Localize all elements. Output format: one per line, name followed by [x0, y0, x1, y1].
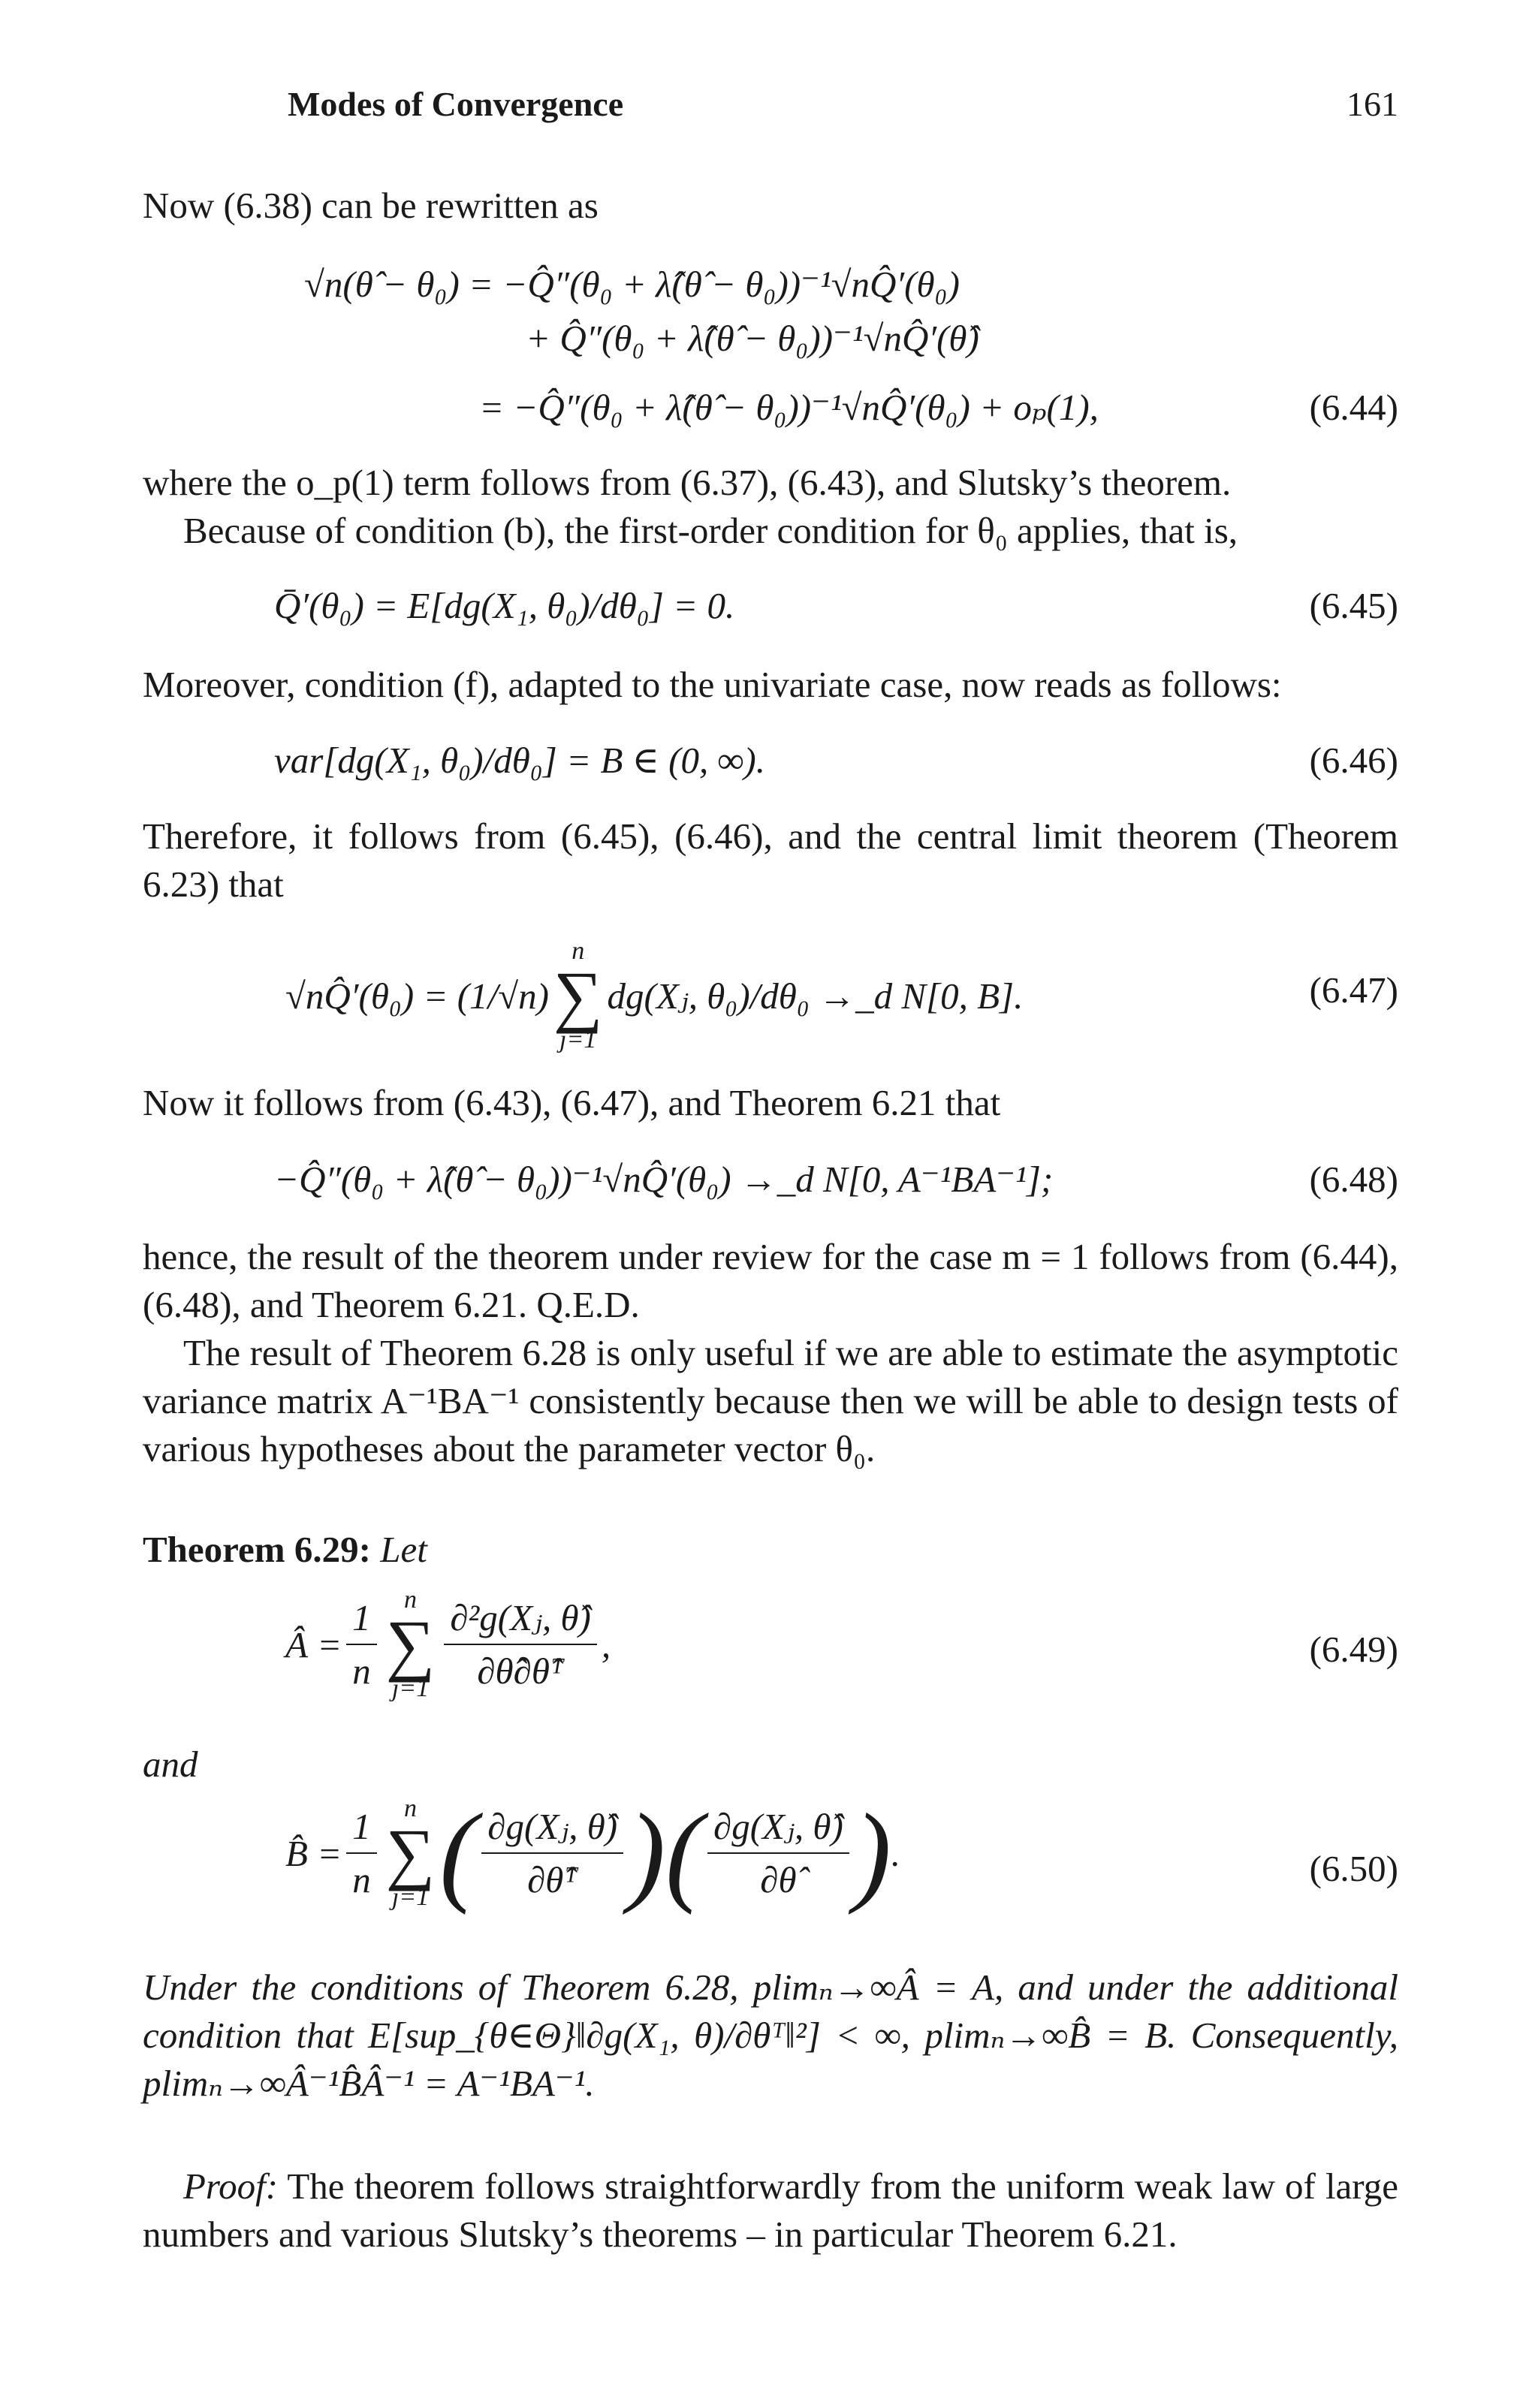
equation-number-6-44: (6.44)	[1309, 387, 1398, 428]
summation-6-49: n ∑ j=1	[385, 1586, 436, 1702]
theorem-6-29-body: Under the conditions of Theorem 6.28, plimₙ→∞Â = A, and under the additional condition that E[sup_{θ∈Θ}‖∂g(X₁, θ)/∂θᵀ‖²] < ∞, plimₙ→∞B̂ = B. Consequently, plimₙ→∞Â⁻¹B̂Â⁻¹ = A⁻¹BA⁻¹.	[143, 1966, 1398, 2104]
and-word: and	[143, 1743, 198, 1785]
proof-label: Proof:	[183, 2165, 279, 2207]
sum-upper-limit: n	[571, 937, 585, 965]
equation-number-6-46: (6.46)	[1309, 740, 1398, 781]
running-title: Modes of Convergence	[288, 85, 624, 123]
equation-6-45: Q̄′(θ₀) = E[dg(X₁, θ₀)/dθ₀] = 0.	[274, 585, 735, 626]
fraction-one-over-n: $\frac{1}{n}$	[346, 1805, 377, 1901]
equation-6-44-line-3: = −Q̂″(θ₀ + λ̂(θ̂ − θ₀))⁻¹√nQ̂′(θ₀) + oₚ(1),	[479, 387, 1099, 428]
paragraph-clt: Therefore, it follows from (6.45), (6.46), and the central limit theorem (Theorem 6.23) that	[143, 815, 1398, 905]
equation-number-6-49: (6.49)	[1309, 1629, 1398, 1670]
theorem-let: Let	[380, 1529, 427, 1570]
sum-lower-limit: j=1	[559, 1026, 597, 1053]
paragraph-first-order-condition: Because of condition (b), the first-order condition for θ₀ applies, that is,	[183, 510, 1238, 551]
summation-6-50: n ∑ j=1	[385, 1795, 436, 1911]
theorem-label: Theorem 6.29:	[143, 1529, 371, 1570]
equation-6-47-right: dg(Xⱼ, θ₀)/dθ₀ →_d N[0, B].	[607, 975, 1024, 1017]
equation-6-44-line-1: √n(θ̂ − θ₀) = −Q̂″(θ₀ + λ̂(θ̂ − θ₀))⁻¹√nQ̂′(θ₀)	[304, 264, 960, 305]
paragraph-asymptotic-variance: The result of Theorem 6.28 is only useful if we are able to estimate the asymptotic variance matrix A⁻¹BA⁻¹ consistently because then we will be able to design tests of various hypotheses about the parameter vector θ₀.	[143, 1332, 1398, 1469]
equation-6-47-left: √nQ̂′(θ₀) = (1/√n)	[285, 975, 549, 1017]
equation-6-50-lhs: B̂ =	[285, 1832, 342, 1874]
proof-paragraph	[143, 2162, 1398, 2259]
summation-6-47	[553, 937, 603, 1054]
paragraph-condition-f: Moreover, condition (f), adapted to the univariate case, now reads as follows:	[143, 664, 1282, 705]
equation-6-46: var[dg(X₁, θ₀)/dθ₀] = B ∈ (0, ∞).	[274, 740, 765, 781]
equation-6-49-lhs: Â =	[285, 1623, 342, 1665]
eq649-denominator: ∂θ̂∂θ̂ᵀ	[477, 1650, 564, 1692]
paragraph-theorem-6-21: Now it follows from (6.43), (6.47), and Theorem 6.21 that	[143, 1082, 1001, 1123]
equation-number-6-45: (6.45)	[1309, 585, 1398, 626]
paragraph-intro: Now (6.38) can be rewritten as	[143, 185, 599, 226]
equation-6-49: Â = $\frac{1}{n}$ n ∑ j=1 $\frac{\text{∂²g(Xⱼ, θ̂)}}{\text{∂θ̂∂θ̂ᵀ}}$ ,	[285, 1586, 611, 1702]
equation-number-6-47: (6.47)	[1309, 969, 1398, 1011]
paragraph-op1-term: where the o_p(1) term follows from (6.37), (6.43), and Slutsky’s theorem.	[143, 462, 1232, 503]
equation-number-6-48: (6.48)	[1309, 1159, 1398, 1200]
eq649-numerator: ∂²g(Xⱼ, θ̂)	[444, 1596, 596, 1645]
fraction-second-derivative	[444, 1596, 596, 1692]
proof-body: The theorem follows straightforwardly from the uniform weak law of large numbers and various Slutsky’s theorems – in particular Theorem 6.21.	[143, 2165, 1398, 2255]
fraction-one-over-n: $\frac{1}{n}$	[346, 1596, 377, 1692]
equation-number-6-50: (6.50)	[1309, 1848, 1398, 1889]
equation-6-44-line-2: + Q̂″(θ₀ + λ̂(θ̂ − θ₀))⁻¹√nQ̂′(θ̂)	[526, 318, 979, 359]
fraction-gradient-transpose: $\frac{\text{∂g(Xⱼ, θ̂)}}{\text{∂θ̂ᵀ}}$	[481, 1805, 623, 1901]
equation-6-48: −Q̂″(θ₀ + λ̂(θ̂ − θ₀))⁻¹√nQ̂′(θ₀) →_d N[0, A⁻¹BA⁻¹];	[274, 1159, 1054, 1200]
sigma-symbol: ∑	[553, 957, 603, 1034]
equation-6-50: B̂ = $\frac{1}{n}$ n ∑ j=1 ( $\frac{\text{∂g(Xⱼ, θ̂)}}{\text{∂θ̂ᵀ}}$ ) ( $\frac{\text{∂g(Xⱼ, θ̂)}}{\partial\thetâ}$ ) .	[285, 1791, 900, 1915]
page-number: 161	[1347, 85, 1398, 123]
fraction-gradient: $\frac{\text{∂g(Xⱼ, θ̂)}}{\partial\thetâ}$	[707, 1805, 849, 1901]
equation-6-47	[285, 937, 1023, 1054]
paragraph-qed: hence, the result of the theorem under review for the case m = 1 follows from (6.44), (6.48), and Theorem 6.21. Q.E.D.	[143, 1236, 1398, 1325]
theorem-6-29-heading	[143, 1526, 1398, 1574]
